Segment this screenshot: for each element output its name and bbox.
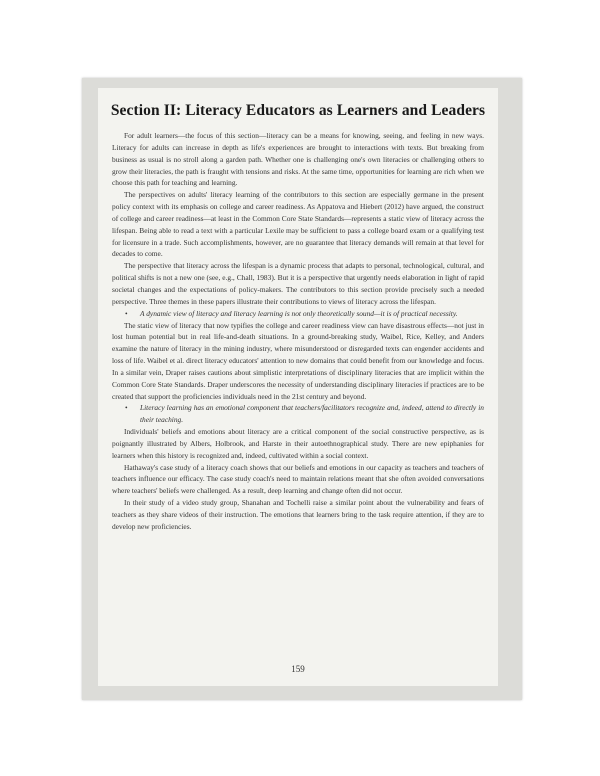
paragraph-4: The static view of literacy that now typifies the college and career readiness view can have disastrous effects—not just in lost human potential but in real life-and-death situations. In a ground-breaking study, Waibel, Rice, Kelley, and Anders examine the nature of literacy in the mining industry, where misunderstood or disregarded texts can engender accidents and loss of life. Waibel et al. direct literacy educators' attention to new domains that could benefit from our knowledge and focus. In a similar vein, Draper raises cautions about simplistic interpretations of disciplinary literacies that are implicit within the Common Core State Standards. Draper underscores the necessity of understanding disciplinary literacies if practices are to be created that support the proficiencies individuals need in the 21st century and beyond.: [112, 320, 484, 401]
paragraph-6: Hathaway's case study of a literacy coach shows that our beliefs and emotions in our capacity as teachers and teachers of teachers influence our efficacy. The case study coach's need to maintain relations meant that she often avoided conversations where teachers' beliefs were challenged. As a result, deep learning and change often did not occur.: [112, 462, 484, 496]
paragraph-3: The perspective that literacy across the lifespan is a dynamic process that adapts to personal, technological, cultural, and political shifts is not a new one (see, e.g., Chall, 1983). But it is a perspective that urgently needs elaboration in light of rapid societal changes and the expectations of policy-makers. The contributors to this section provide precisely such a needed perspective. Three themes in these papers illustrate their contributions to views of literacy across the lifespan.: [112, 261, 484, 306]
paragraph-2: The perspectives on adults' literacy learning of the contributors to this section are especially germane in the present policy context with its emphasis on college and career readiness. As Appatova and Hiebert (2012) have argued, the construct of college and career readiness—at least in the Common Core State Standards—represents a static view of literacy across the lifespan. Being able to read a text with a particular Lexile may be sufficient to pass a college board exam or a qualifying test for licensure in a trade. Such accomplishments, however, are no guarantee that literacy demands will remain at that level for decades to come.: [112, 190, 484, 259]
paragraph-7: In their study of a video study group, Shanahan and Tochelli raise a similar point about the vulnerability and fears of teachers as they share videos of their instruction. The emotions that learners bring to the task require attention, if they are to develop new proficiencies.: [112, 498, 484, 531]
theme-bullet-1-text: A dynamic view of literacy and literacy learning is not only theoretically sound—it is of practical necessity.: [140, 308, 458, 318]
section-title: Section II: Literacy Educators as Learners and Leaders: [110, 102, 486, 119]
theme-bullet-1: [112, 308, 484, 320]
page-number: 159: [291, 664, 305, 674]
bullet-icon: •: [125, 308, 128, 318]
page-body: [112, 130, 484, 533]
bullet-icon: •: [125, 403, 128, 413]
theme-bullet-2-text: Literacy learning has an emotional component that teachers/facilitators recognize and, indeed, attend to directly in their teaching.: [140, 403, 484, 425]
theme-bullet-2: [112, 402, 484, 426]
book-page: [98, 88, 498, 686]
paragraph-1: For adult learners—the focus of this section—literacy can be a means for knowing, seeing, and feeling in new ways. Literacy for adults can increase in depth as life's experiences are brought to interactions with texts. But breaking from business as usual is no stroll along a garden path. Whether one is challenging one's own literacies or challenging others to grow their literacies, the path is fraught with tensions and risks. At the same time, opportunities for learning are rich when we choose this path for teaching and learning.: [112, 131, 484, 188]
paragraph-5: Individuals' beliefs and emotions about literacy are a critical component of the social constructive perspective, as is poignantly illustrated by Albers, Holbrook, and Harste in their autoethnographical study. There are new epiphanies for learners when this history is recognized and, indeed, cultivated within a social context.: [112, 427, 484, 460]
